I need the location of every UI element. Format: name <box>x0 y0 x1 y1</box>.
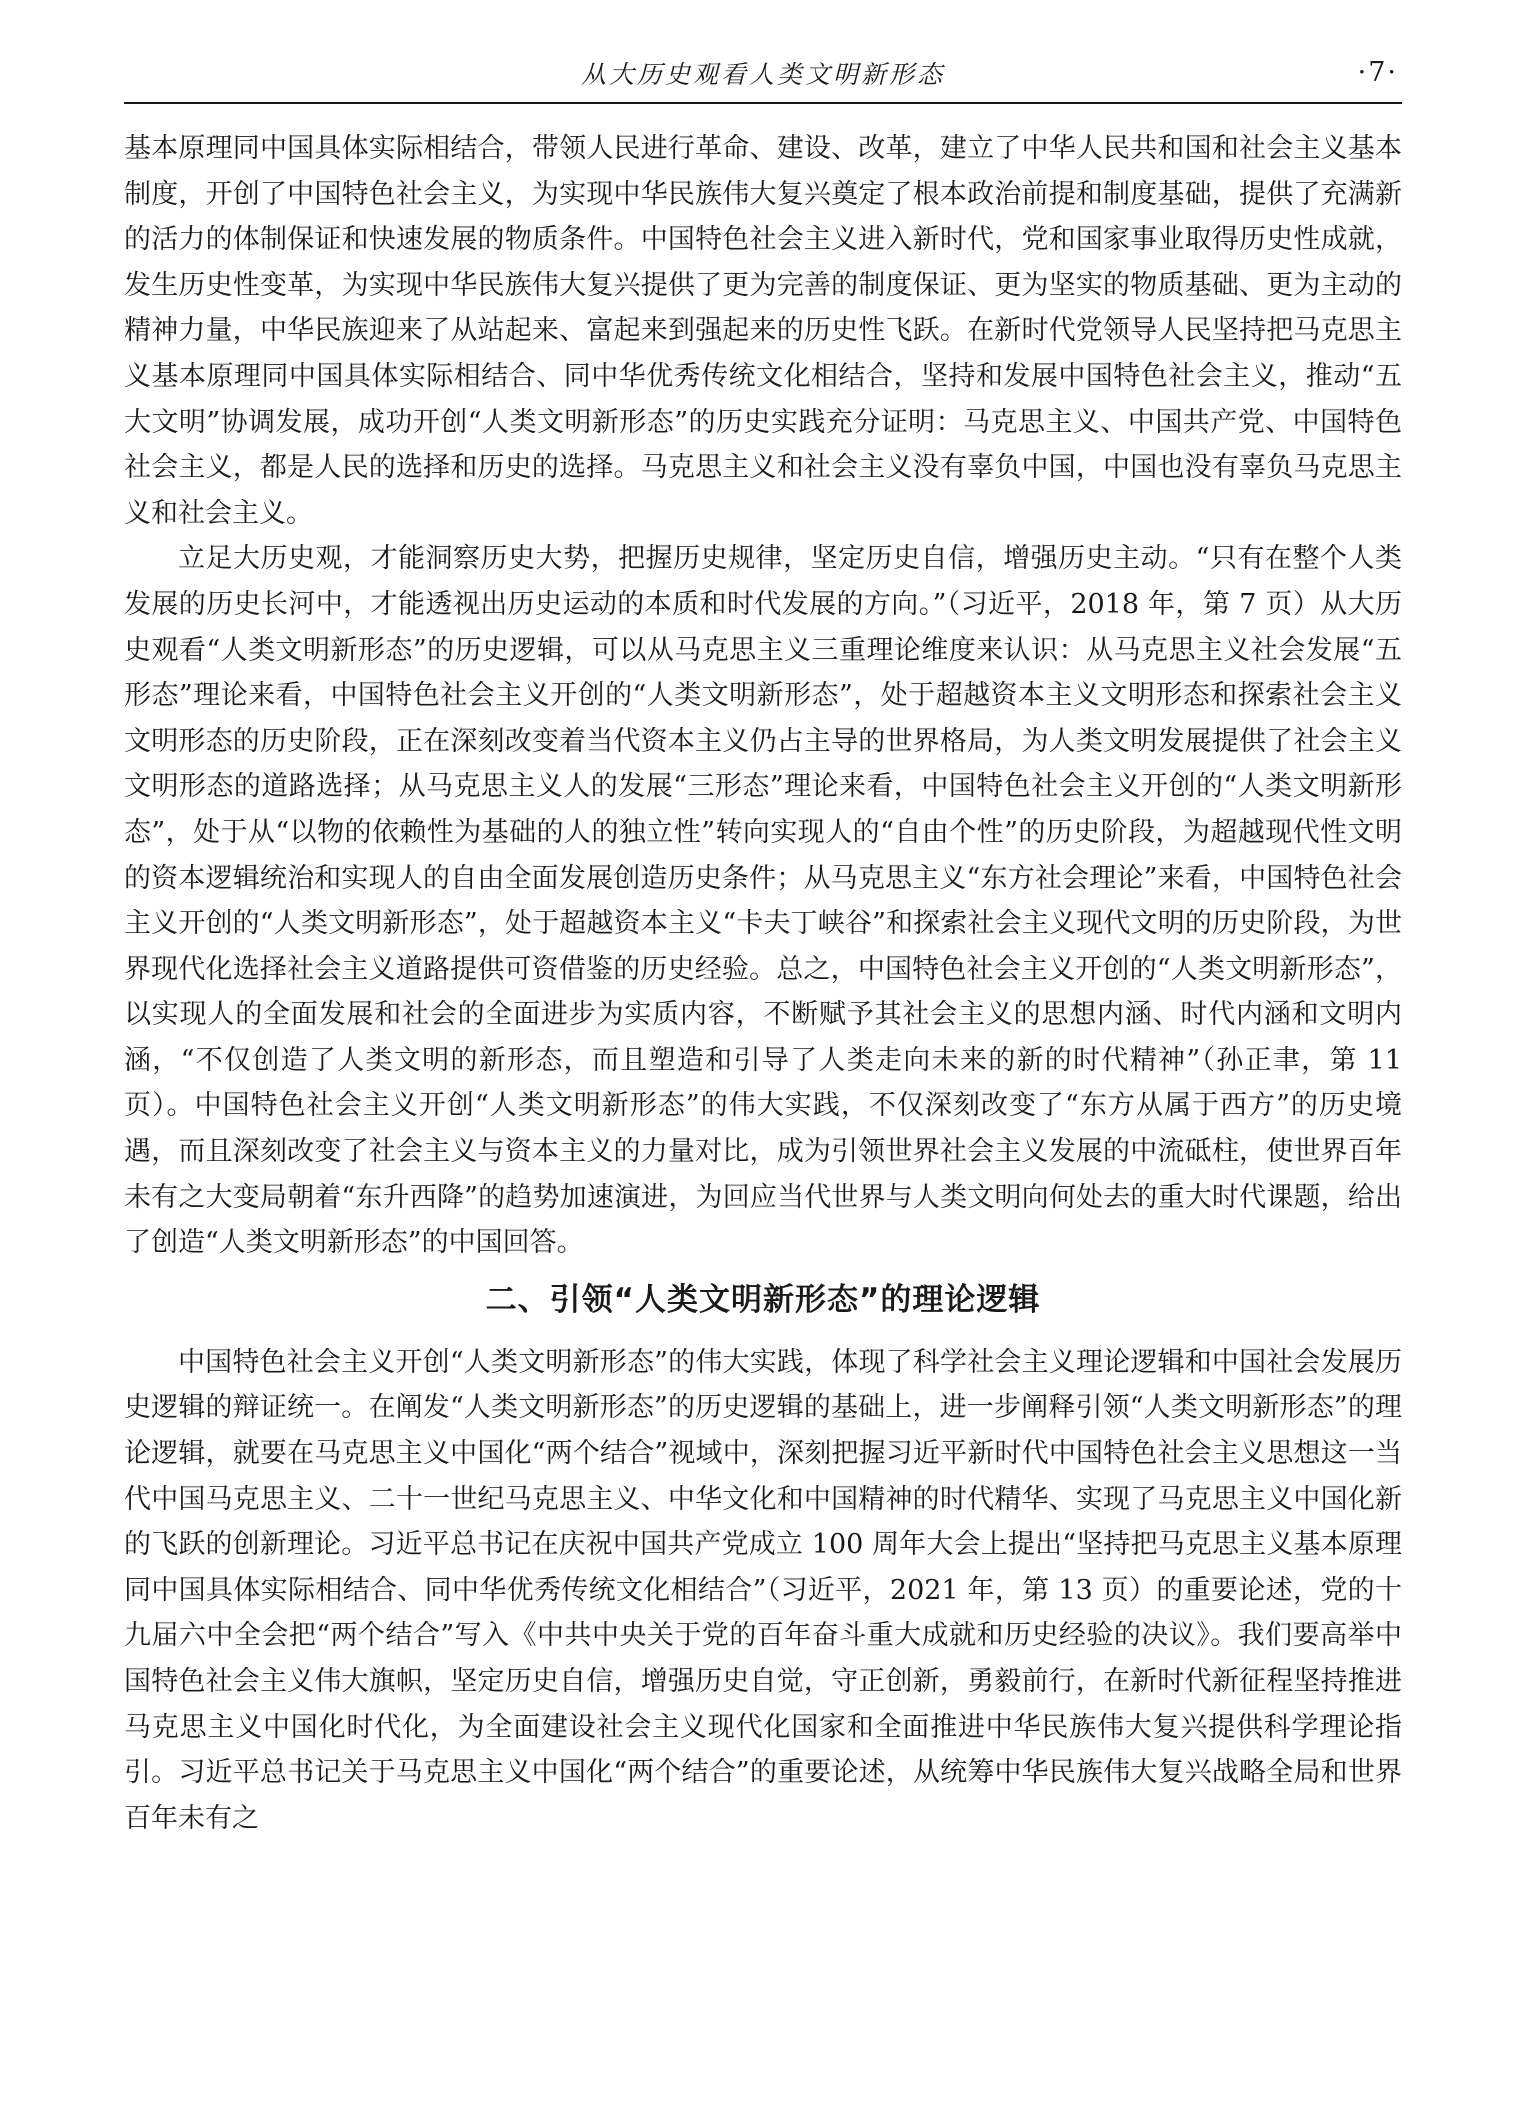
page-number: ·7· <box>1357 57 1398 88</box>
paragraph-1: 基本原理同中国具体实际相结合，带领人民进行革命、建设、改革，建立了中华人民共和国和社会主义基本制度，开创了中国特色社会主义，为实现中华民族伟大复兴奠定了根本政治前提和制度基础，提供了充满新的活力的体制保证和快速发展的物质条件。中国特色社会主义进入新时代，党和国家事业取得历史性成就，发生历史性变革，为实现中华民族伟大复兴提供了更为完善的制度保证、更为坚实的物质基础、更为主动的精神力量，中华民族迎来了从站起来、富起来到强起来的历史性飞跃。在新时代党领导人民坚持把马克思主义基本原理同中国具体实际相结合、同中华优秀传统文化相结合，坚持和发展中国特色社会主义，推动“五大文明”协调发展，成功开创“人类文明新形态”的历史实践充分证明：马克思主义、中国共产党、中国特色社会主义，都是人民的选择和历史的选择。马克思主义和社会主义没有辜负中国，中国也没有辜负马克思主义和社会主义。 <box>124 133 1402 529</box>
paragraph-3: 中国特色社会主义开创“人类文明新形态”的伟大实践，体现了科学社会主义理论逻辑和中国社会发展历史逻辑的辩证统一。在阐发“人类文明新形态”的历史逻辑的基础上，进一步阐释引领“人类文明新形态”的理论逻辑，就要在马克思主义中国化“两个结合”视域中，深刻把握习近平新时代中国特色社会主义思想这一当代中国马克思主义、二十一世纪马克思主义、中华文化和中国精神的时代精华、实现了马克思主义中国化新的飞跃的创新理论。习近平总书记在庆祝中国共产党成立 100 周年大会上提出“坚持把马克思主义基本原理同中国具体实际相结合、同中华优秀传统文化相结合”（习近平，2021 年，第 13 页）的重要论述，党的十九届六中全会把“两个结合”写入《中共中央关于党的百年奋斗重大成就和历史经验的决议》。我们要高举中国特色社会主义伟大旗帜，坚定历史自信，增强历史自觉，守正创新，勇毅前行，在新时代新征程坚持推进马克思主义中国化时代化，为全面建设社会主义现代化国家和全面推进中华民族伟大复兴提供科学理论指引。习近平总书记关于马克思主义中国化“两个结合”的重要论述，从统筹中华民族伟大复兴战略全局和世界百年未有之 <box>124 1346 1402 1834</box>
section-heading: 二、引领“人类文明新形态”的理论逻辑 <box>485 1281 1041 1318</box>
paragraph-2: 立足大历史观，才能洞察历史大势，把握历史规律，坚定历史自信，增强历史主动。“只有在整个人类发展的历史长河中，才能透视出历史运动的本质和时代发展的方向。”（习近平，2018 年，第 7 页）从大历史观看“人类文明新形态”的历史逻辑，可以从马克思主义三重理论维度来认识：从马克思主义社会发展“五形态”理论来看，中国特色社会主义开创的“人类文明新形态”，处于超越资本主义文明形态和探索社会主义文明形态的历史阶段，正在深刻改变着当代资本主义仍占主导的世界格局，为人类文明发展提供了社会主义文明形态的道路选择；从马克思主义人的发展“三形态”理论来看，中国特色社会主义开创的“人类文明新形态”，处于从“以物的依赖性为基础的人的独立性”转向实现人的“自由个性”的历史阶段，为超越现代性文明的资本逻辑统治和实现人的自由全面发展创造历史条件；从马克思主义“东方社会理论”来看，中国特色社会主义开创的“人类文明新形态”，处于超越资本主义“卡夫丁峡谷”和探索社会主义现代文明的历史阶段，为世界现代化选择社会主义道路提供可资借鉴的历史经验。总之，中国特色社会主义开创的“人类文明新形态”，以实现人的全面发展和社会的全面进步为实质内容，不断赋予其社会主义的思想内涵、时代内涵和文明内涵，“不仅创造了人类文明的新形态，而且塑造和引导了人类走向未来的新的时代精神”（孙正聿，第 11 页）。中国特色社会主义开创“人类文明新形态”的伟大实践，不仅深刻改变了“东方从属于西方”的历史境遇，而且深刻改变了社会主义与资本主义的力量对比，成为引领世界社会主义发展的中流砥柱，使世界百年未有之大变局朝着“东升西降”的趋势加速演进，为回应当代世界与人类文明向何处去的重大时代课题，给出了创造“人类文明新形态”的中国回答。 <box>124 543 1402 1259</box>
body-text <box>124 126 1402 1841</box>
header-rule <box>124 102 1402 104</box>
running-head <box>124 52 1402 102</box>
running-title: 从大历史观看人类文明新形态 <box>580 60 945 89</box>
